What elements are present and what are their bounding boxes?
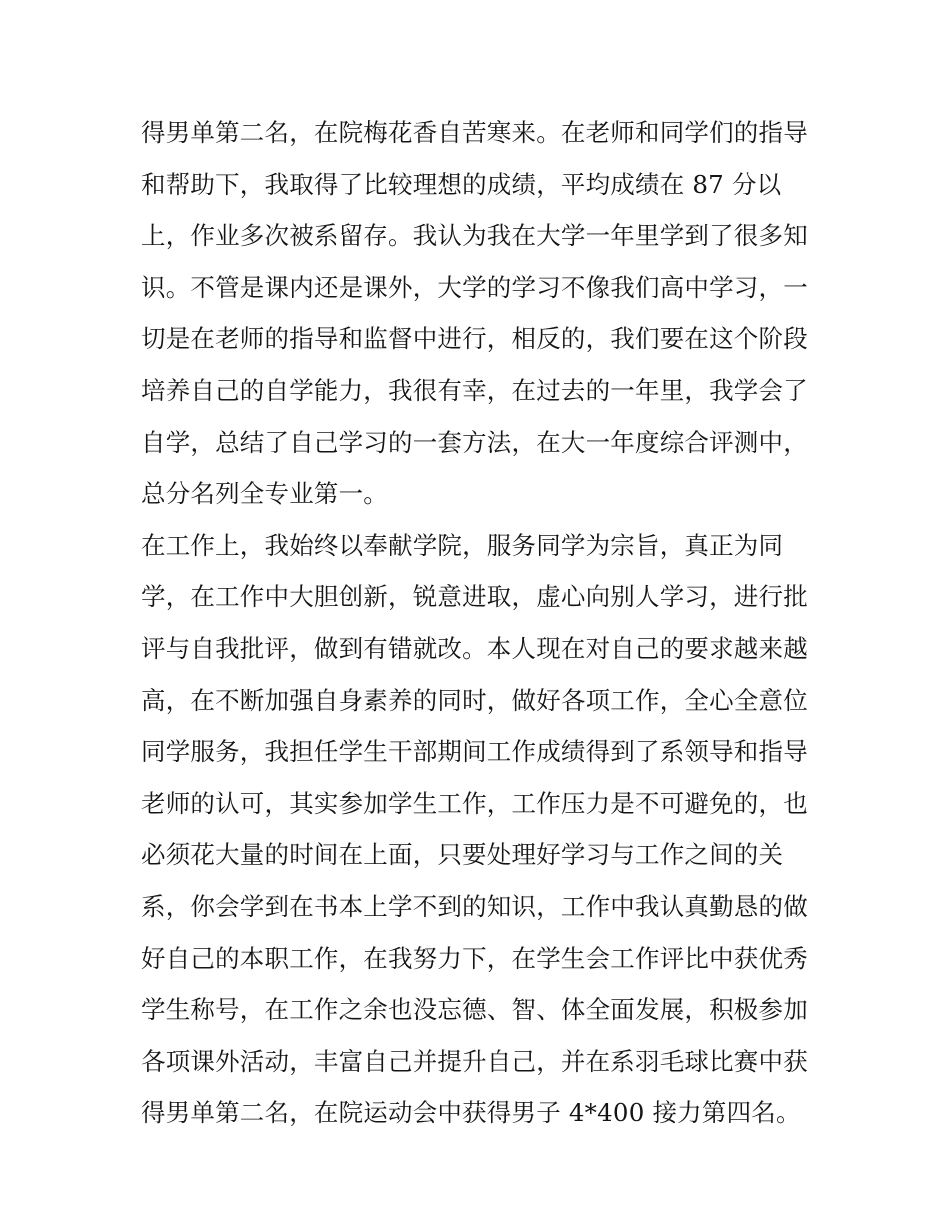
text-line-11: 评与自我批评，做到有错就改。本人现在对自己的要求越来越 — [141, 633, 808, 663]
text-line-2: 和帮助下，我取得了比较理想的成绩，平均成绩在 87 分以 — [141, 169, 782, 199]
text-line-6: 培养自己的自学能力，我很有幸，在过去的一年里，我学会了 — [141, 375, 808, 405]
text-line-8: 总分名列全专业第一。 — [141, 479, 388, 509]
document-body — [141, 107, 821, 1139]
text-line-14: 老师的认可，其实参加学生工作，工作压力是不可避免的，也 — [141, 788, 808, 818]
text-line-15: 必须花大量的时间在上面，只要处理好学习与工作之间的关 — [141, 840, 784, 870]
text-line-1: 得男单第二名，在院梅花香自苦寒来。在老师和同学们的指导 — [141, 118, 808, 147]
text-line-7: 自学，总结了自己学习的一套方法，在大一年度综合评测中， — [141, 427, 808, 457]
text-line-17: 好自己的本职工作，在我努力下，在学生会工作评比中获优秀 — [141, 943, 808, 973]
text-line-5: 切是在老师的指导和监督中进行，相反的，我们要在这个阶段 — [141, 324, 808, 354]
text-line-13: 同学服务，我担任学生干部期间工作成绩得到了系领导和指导 — [141, 737, 808, 767]
text-line-16: 系，你会学到在书本上学不到的知识，工作中我认真勤恳的做 — [141, 891, 808, 921]
text-line-18: 学生称号，在工作之余也没忘德、智、体全面发展，积极参加 — [141, 995, 808, 1025]
text-line-4: 识。不管是课内还是课外，大学的学习不像我们高中学习，一 — [141, 272, 808, 302]
text-line-20: 得男单第二名，在院运动会中获得男子 4*400 接力第四名。 — [141, 1098, 801, 1128]
text-line-12: 高，在不断加强自身素养的同时，做好各项工作，全心全意位 — [141, 685, 808, 715]
text-line-10: 学，在工作中大胆创新，锐意进取，虚心向别人学习，进行批 — [141, 582, 808, 612]
text-line-19: 各项课外活动，丰富自己并提升自己，并在系羽毛球比赛中获 — [141, 1046, 808, 1076]
text-line-9: 在工作上，我始终以奉献学院，服务同学为宗旨，真正为同 — [141, 530, 784, 560]
text-line-3: 上，作业多次被系留存。我认为我在大学一年里学到了很多知 — [141, 221, 808, 251]
